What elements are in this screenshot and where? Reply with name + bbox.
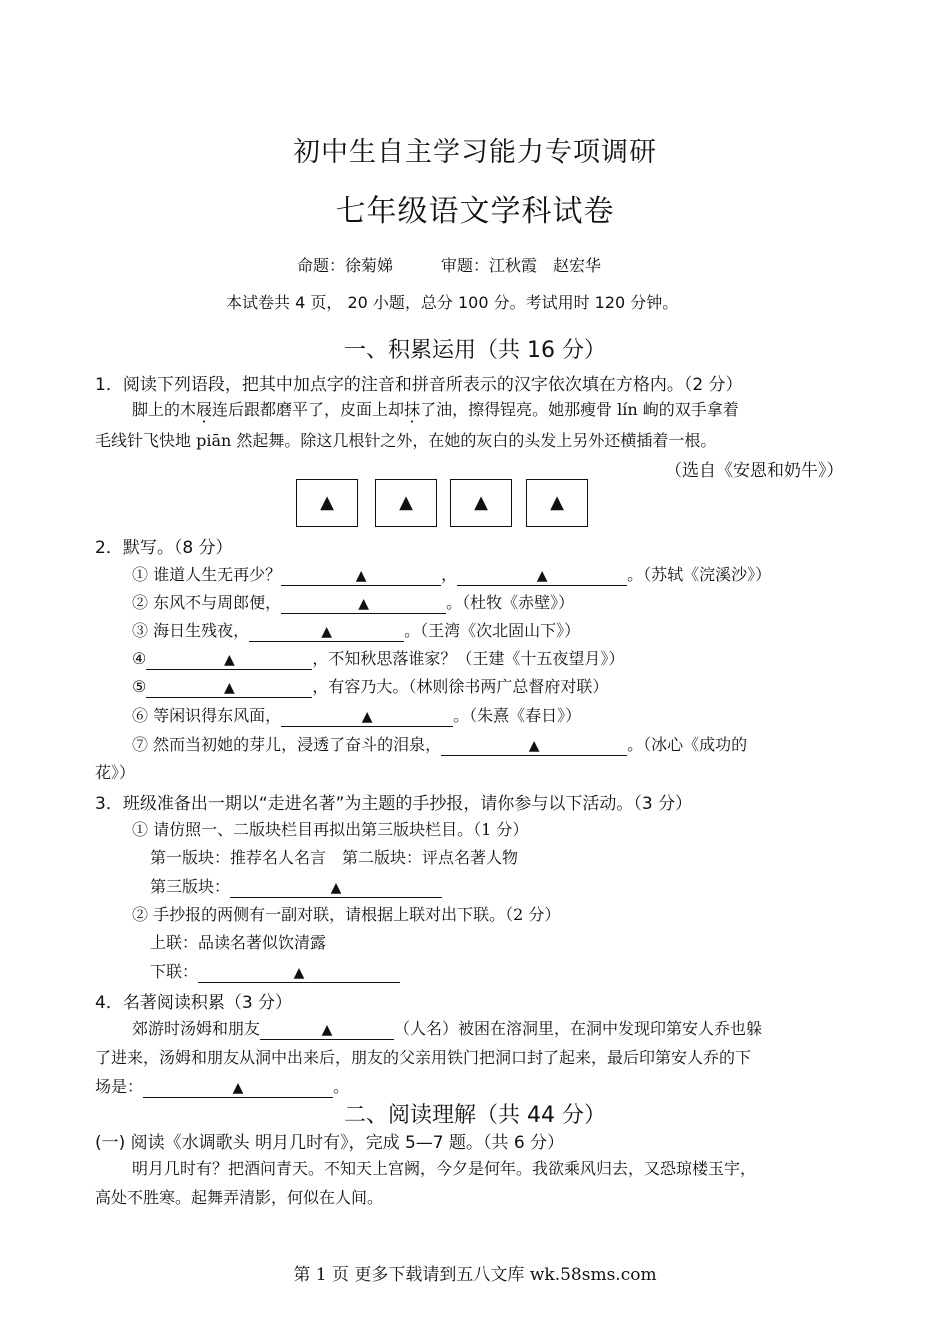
answer-box-1[interactable]: ▲ (296, 479, 358, 527)
q2-item-5: ⑤ ▲ ，有容乃大。（林则徐书两广总督府对联） (132, 677, 609, 696)
answer-box-2[interactable]: ▲ (375, 479, 437, 527)
blank-2-1b[interactable]: ▲ (457, 567, 627, 586)
q4-line1: 郊游时汤姆和朋友 ▲ （人名）被困在溶洞里，在洞中发现印第安人乔也躲 (132, 1019, 763, 1038)
q4-line3: 场是： ▲ 。 (95, 1077, 350, 1096)
page-footer: 第 1 页 更多下载请到五八文库 wk.58sms.com (293, 1265, 657, 1285)
section2-title: 二、阅读理解（共 44 分） (344, 1103, 606, 1128)
q2-item-2: ② 东风不与周郎便， ▲ 。（杜牧《赤壁》） (132, 593, 575, 612)
q2-item-3: ③ 海日生残夜， ▲ 。（王湾《次北固山下》） (132, 621, 581, 640)
blank-2-3[interactable]: ▲ (249, 623, 404, 642)
blank-2-4[interactable]: ▲ (146, 651, 312, 670)
authors-line: 命题：徐菊娣 审题：江秋霞 赵宏华 (297, 256, 602, 275)
blank-2-6[interactable]: ▲ (281, 708, 453, 727)
exam-title-line1: 初中生自主学习能力专项调研 (293, 137, 657, 168)
q2-item-4: ④ ▲ ，不知秋思落谁家？（王建《十五夜望月》） (132, 649, 625, 668)
blank-3-1[interactable]: ▲ (230, 879, 442, 898)
q1-source: （选自《安恩和奶牛》） (665, 461, 844, 481)
q2-item-1: ① 谁道人生无再少？ ▲ ， ▲ 。（苏轼《浣溪沙》） (132, 565, 772, 584)
poem-line1: 明月几时有？把酒问青天。不知天上宫阙，今夕是何年。我欲乘风归去，又恐琼楼玉宇， (132, 1159, 757, 1178)
q2-item-6: ⑥ 等闲识得东风面， ▲ 。（朱熹《春日》） (132, 706, 582, 725)
q2-item-7: ⑦ 然而当初她的芽儿，浸透了奋斗的泪泉， ▲ 。（冰心《成功的 (132, 735, 748, 754)
answer-box-3[interactable]: ▲ (450, 479, 512, 527)
blank-2-7[interactable]: ▲ (441, 737, 627, 756)
q1-passage-line1: 脚上的木屐连后跟都磨平了，皮面上却抹了油，擦得锃亮。她那瘦骨 lín 峋的双手拿着 (132, 400, 739, 419)
reading-part1-heading: (一) 阅读《水调歌头 明月几时有》，完成 5—7 题。（共 6 分） (95, 1133, 565, 1153)
q2-item-7-cont: 花》） (95, 763, 136, 782)
q4-stem: 4．名著阅读积累（3 分） (95, 993, 293, 1013)
q3-sub2: ② 手抄报的两侧有一副对联，请根据上联对出下联。（2 分） (132, 905, 561, 924)
q1-passage-line2: 毛线针飞快地 piān 然起舞。除这几根针之外，在她的灰白的头发上另外还横插着一根。 (95, 431, 717, 450)
q2-stem: 2．默写。（8 分） (95, 538, 233, 558)
q3-third-board: 第三版块： ▲ (150, 874, 442, 898)
section1-title: 一、积累运用（共 16 分） (344, 338, 606, 363)
q3-stem: 3．班级准备出一期以“走进名著”为主题的手抄报，请你参与以下活动。（3 分） (95, 794, 693, 814)
poem-line2: 高处不胜寒。起舞弄清影，何似在人间。 (95, 1188, 384, 1207)
q3-sub1: ① 请仿照一、二版块栏目再拟出第三版块栏目。（1 分） (132, 820, 529, 839)
q4-line2: 了进来，汤姆和朋友从洞中出来后，朋友的父亲用铁门把洞口封了起来，最后印第安人乔的下 (95, 1048, 752, 1067)
q3-upper-couplet: 上联：品读名著似饮清露 (150, 933, 327, 952)
emphasis-char-1: 屐 (196, 400, 213, 419)
blank-3-2[interactable]: ▲ (198, 964, 400, 983)
emphasis-char-2: 抹 (404, 400, 421, 419)
exam-title-line2: 七年级语文学科试卷 (335, 194, 615, 229)
blank-2-5[interactable]: ▲ (146, 679, 312, 698)
q3-lower-couplet: 下联： ▲ (150, 959, 400, 983)
exam-info-line: 本试卷共 4 页， 20 小题，总分 100 分。考试用时 120 分钟。 (226, 293, 679, 312)
blank-4-1[interactable]: ▲ (260, 1021, 394, 1040)
blank-2-1a[interactable]: ▲ (281, 567, 441, 586)
q1-stem: 1．阅读下列语段，把其中加点字的注音和拼音所表示的汉字依次填在方格内。（2 分） (95, 375, 743, 395)
q3-sub1-example: 第一版块：推荐名人名言 第二版块：评点名著人物 (150, 848, 519, 867)
blank-4-2[interactable]: ▲ (143, 1079, 333, 1098)
blank-2-2[interactable]: ▲ (281, 595, 446, 614)
answer-box-4[interactable]: ▲ (526, 479, 588, 527)
